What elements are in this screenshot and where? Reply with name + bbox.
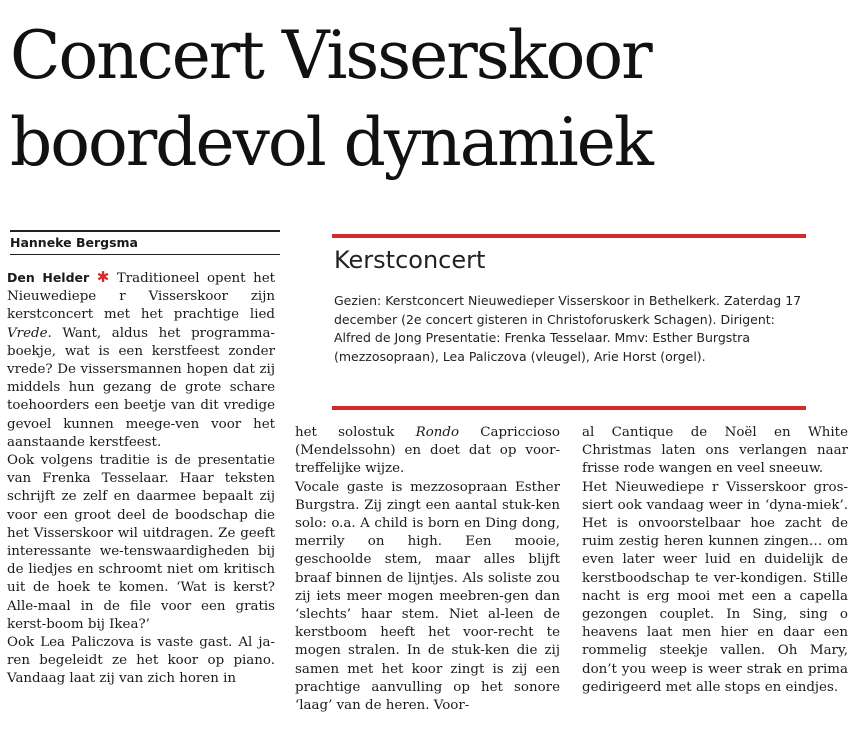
song-title-vrede: Vrede bbox=[7, 325, 48, 341]
asterisk-icon: ✱ bbox=[96, 268, 110, 286]
article-paragraph-2: Ook volgens traditie is de presentatie van Frenka Tesselaar. Haar teksten schrijft ze zelf en daarmee bepaalt zij voor een groot deel de boodschap die het Visserskoor wil uitdragen. Ze geeft interessante we-tenswaardigheden bij de liedjes en schroomt niet om kritisch uit de hoek te komen. ‘Wat is kerst? Alle-maal in de file voor een gratis kerst-boom bij Ikea?’ bbox=[7, 453, 275, 632]
article-paragraph-4-continued: al Cantique de Noël en White Christmas laten ons verlangen naar frisse rode wangen en veel sneeuw. bbox=[582, 425, 848, 477]
article-paragraph-4: Vocale gaste is mezzosopraan Esther Burgstra. Zij zingt een aantal stuk-ken solo: o.a. A child is born en Ding dong, merrily on high. Een mooie, geschoolde stem, maar alles blijft braaf binnen de lijntjes. Als soliste zou zij iets meer mogen meebren-gen dan ‘slechts’ haar stem. Niet al-leen de kerstboom heeft het voor-recht te mogen stralen. In de stuk-ken die zij samen met het koor zingt is zij een prachtige aanvulling op het sonore ‘laag’ van de heren. Voor- bbox=[295, 479, 560, 714]
article-column-3 bbox=[582, 424, 848, 697]
headline-line-1: Concert Visserskoor bbox=[10, 17, 651, 94]
fact-box bbox=[332, 234, 806, 410]
article-paragraph-3-continued bbox=[295, 424, 560, 479]
paragraph-3-start: het solostuk bbox=[295, 425, 416, 440]
article-paragraph-3: Ook Lea Paliczova is vaste gast. Al ja-ren begeleidt ze het koor op piano. Vandaag laat zij van zich horen in bbox=[7, 635, 275, 687]
fact-box-title: Kerstconcert bbox=[334, 246, 486, 274]
paragraph-1-start: Traditioneel opent het Nieuwediepe r Visserskoor zijn kerstconcert met het prachtige lied bbox=[7, 271, 276, 323]
byline: Hanneke Bergsma bbox=[10, 230, 280, 255]
headline bbox=[10, 12, 850, 186]
article-paragraph-1 bbox=[7, 268, 275, 452]
fact-box-text: Gezien: Kerstconcert Nieuwedieper Visserskoor in Bethelkerk. Zaterdag 17 december (2e concert gisteren in Christoforuskerk Schagen). Dirigent: Alfred de Jong Presentatie: Frenka Tesselaar. Mmv: Esther Burgstra (mezzosopraan), Lea Paliczova (vleugel), Arie Horst (orgel). bbox=[334, 293, 802, 364]
article-column-2 bbox=[295, 424, 560, 715]
article-column-1 bbox=[7, 268, 275, 689]
piece-title-rondo: Rondo bbox=[415, 425, 460, 440]
dateline: Den Helder bbox=[7, 270, 90, 285]
article-paragraph-5: Het Nieuwediepe r Visserskoor gros-siert ook vandaag weer in ‘dyna-miek’. Het is onvoorstelbaar hoe zacht de ruim zestig heren kunnen zingen… om even later weer luid en duidelijk de kerstboodschap te ver-kondigen. Stille nacht is erg mooi met een a capella gezongen couplet. In Sing, sing o heavens laat men hier en daar een rommelig steekje vallen. Oh Mary, don’t you weep is weer strak en prima gedirigeerd met alle stops en eindjes. bbox=[582, 479, 848, 695]
headline-line-2: boordevol dynamiek bbox=[10, 104, 652, 181]
paragraph-1-rest: . Want, aldus het programma-boekje, wat is een kerstfeest zonder vrede? De vissersmannen hopen dat zij middels hun gezang de grote schare toehoorders een beetje van dit vredige gevoel kunnen meege-ven voor het aanstaande kerstfeest. bbox=[7, 325, 275, 450]
paragraph-3-rest: Capriccioso (Mendelssohn) en doet dat op voor-treffelijke wijze. bbox=[295, 425, 560, 477]
